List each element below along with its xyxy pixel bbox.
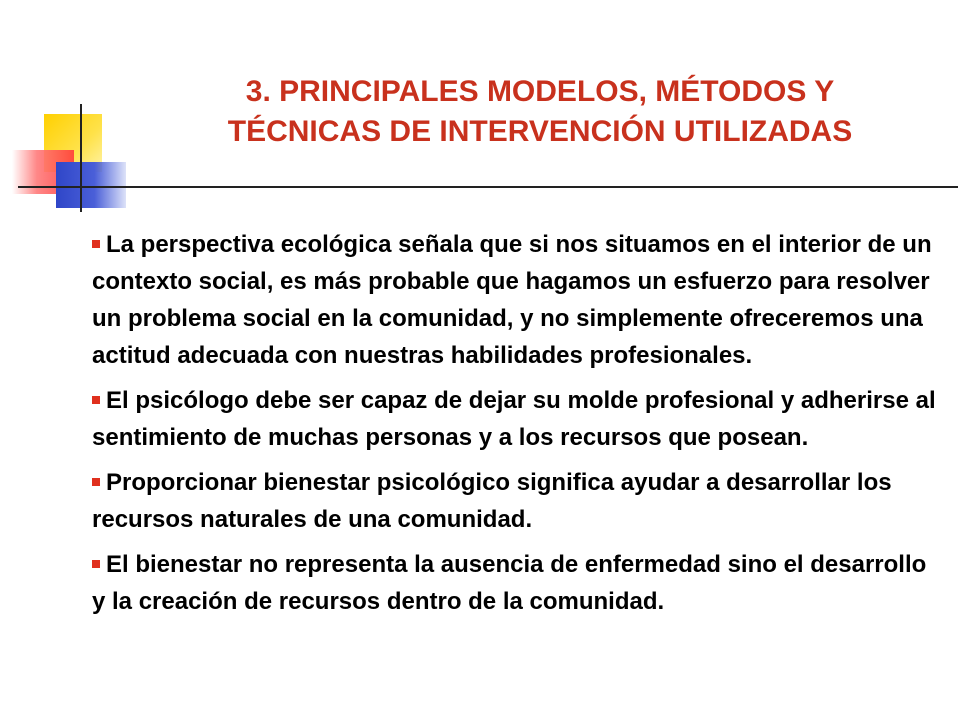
square-bullet-icon [92, 396, 100, 404]
square-bullet-icon [92, 560, 100, 568]
slide-title-line-2: TÉCNICAS DE INTERVENCIÓN UTILIZADAS [227, 115, 853, 148]
bullet-item [92, 546, 942, 620]
square-bullet-icon [92, 478, 100, 486]
bullet-text: Proporcionar bienestar psicológico significa ayudar a desarrollar los recursos naturales de una comunidad. [92, 469, 892, 533]
slide-title-line-1: 3. PRINCIPALES MODELOS, MÉTODOS Y [245, 75, 835, 108]
slide-title [140, 72, 940, 152]
bullet-item [92, 226, 942, 374]
bullet-text: El psicólogo debe ser capaz de dejar su molde profesional y adherirse al sentimiento de muchas personas y a los recursos que posean. [92, 387, 936, 451]
square-bullet-icon [92, 240, 100, 248]
bullet-list [92, 226, 942, 628]
decorative-vertical-line [80, 104, 82, 212]
bullet-text: La perspectiva ecológica señala que si nos situamos en el interior de un contexto social, es más probable que hagamos un esfuerzo para resolver un problema social en la comunidad, y no simplemente ofreceremos una actitud adecuada con nuestras habilidades profesionales. [92, 231, 932, 369]
decorative-blue-rectangle [56, 162, 126, 208]
title-underline-rule [18, 186, 958, 188]
bullet-item [92, 464, 942, 538]
bullet-item [92, 382, 942, 456]
bullet-text: El bienestar no representa la ausencia de enfermedad sino el desarrollo y la creación de recursos dentro de la comunidad. [92, 551, 927, 615]
